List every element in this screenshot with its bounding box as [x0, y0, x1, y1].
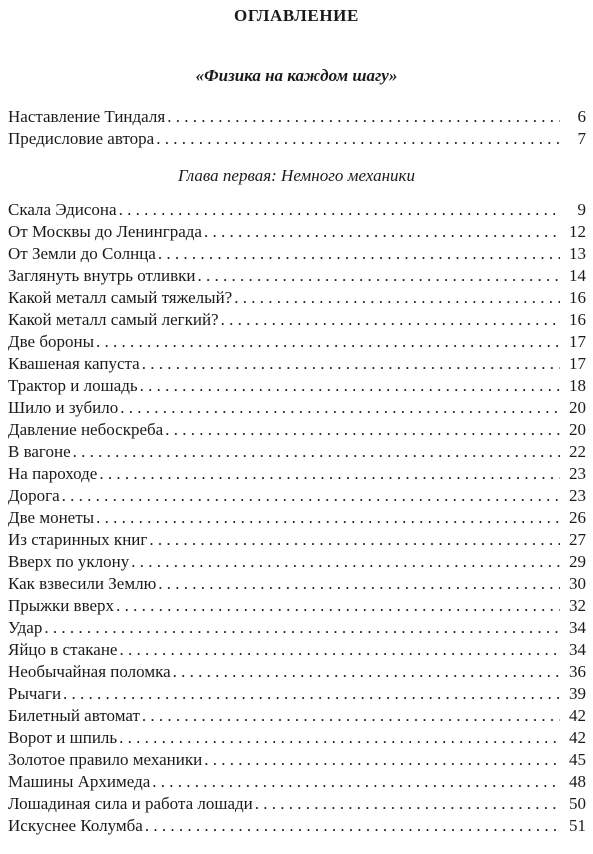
toc-entry	[8, 419, 586, 441]
dot-leader	[142, 705, 560, 727]
toc-entry-page: 16	[569, 288, 586, 307]
toc-entry	[8, 243, 586, 265]
toc-entry	[8, 106, 586, 128]
toc-entry-page: 9	[577, 200, 586, 219]
dot-leader	[221, 309, 560, 331]
toc-entry-title: Прыжки вверх	[8, 596, 115, 615]
toc-entry	[8, 705, 586, 727]
toc-entry	[8, 793, 586, 815]
toc-entry	[8, 265, 586, 287]
toc-entry-title: Золотое правило механики	[8, 750, 203, 769]
toc-entry-title: На пароходе	[8, 464, 98, 483]
book-subheading: «Физика на каждом шагу»	[195, 66, 398, 85]
preface-list	[8, 106, 586, 150]
dot-leader	[73, 441, 560, 463]
toc-entry	[8, 529, 586, 551]
toc-entry-title: Две монеты	[8, 508, 95, 527]
dot-leader	[156, 128, 560, 150]
dot-leader	[119, 199, 560, 221]
dot-leader	[167, 106, 560, 128]
toc-entry	[8, 815, 586, 837]
toc-entry-title: От Земли до Солнца	[8, 244, 156, 263]
toc-entry-page: 12	[569, 222, 586, 241]
toc-entry	[8, 441, 586, 463]
toc-entry	[8, 771, 586, 793]
toc-entry	[8, 353, 586, 375]
toc-entry-title: Лошадиная сила и работа лошади	[8, 794, 253, 813]
dot-leader	[120, 397, 560, 419]
dot-leader	[173, 661, 560, 683]
toc-entry	[8, 331, 586, 353]
toc-entry-page: 26	[569, 508, 586, 527]
toc-entry-title: Машины Архимеда	[8, 772, 151, 791]
toc-entry-page: 39	[569, 684, 586, 703]
toc-entry-page: 34	[569, 618, 586, 637]
toc-entry-page: 7	[577, 129, 586, 148]
toc-entry-page: 48	[569, 772, 586, 791]
dot-leader	[44, 617, 560, 639]
toc-entry-title: Предисловие автора	[8, 129, 155, 148]
dot-leader	[99, 463, 560, 485]
dot-leader	[204, 749, 560, 771]
toc-entry-page: 34	[569, 640, 586, 659]
toc-entry	[8, 661, 586, 683]
toc-entry-title: Из старинных книг	[8, 530, 148, 549]
toc-entry	[8, 683, 586, 705]
toc-entry	[8, 397, 586, 419]
toc-list	[8, 199, 586, 837]
toc-entry	[8, 485, 586, 507]
toc-entry-page: 16	[569, 310, 586, 329]
page-heading: ОГЛАВЛЕНИЕ	[234, 6, 359, 25]
dot-leader	[158, 243, 560, 265]
toc-entry	[8, 551, 586, 573]
toc-entry-page: 30	[569, 574, 586, 593]
toc-entry	[8, 128, 586, 150]
dot-leader	[119, 727, 560, 749]
dot-leader	[63, 683, 560, 705]
toc-entry-page: 6	[577, 107, 586, 126]
toc-entry	[8, 375, 586, 397]
toc-entry-title: Какой металл самый легкий?	[8, 310, 219, 329]
dot-leader	[145, 815, 560, 837]
toc-entry-page: 27	[569, 530, 586, 549]
dot-leader	[96, 507, 560, 529]
toc-entry-title: Две бороны	[8, 332, 94, 351]
toc-entry-page: 32	[569, 596, 586, 615]
toc-entry-page: 50	[569, 794, 586, 813]
toc-entry-title: Билетный автомат	[8, 706, 140, 725]
dot-leader	[116, 595, 560, 617]
dot-leader	[152, 771, 560, 793]
toc-entry-page: 45	[569, 750, 586, 769]
toc-entry-page: 22	[569, 442, 586, 461]
toc-entry-page: 42	[569, 728, 586, 747]
toc-entry-title: Удар	[8, 618, 43, 637]
toc-entry-title: Квашеная капуста	[8, 354, 140, 373]
toc-entry	[8, 617, 586, 639]
toc-entry-title: Ворот и шпиль	[8, 728, 118, 747]
toc-entry-title: Какой металл самый тяжелый?	[8, 288, 233, 307]
toc-entry-title: Рычаги	[8, 684, 62, 703]
toc-entry-title: Яйцо в стакане	[8, 640, 118, 659]
toc-entry-title: Заглянуть внутрь отливки	[8, 266, 196, 285]
toc-entry-title: От Москвы до Ленинграда	[8, 222, 202, 241]
toc-entry-page: 17	[569, 332, 586, 351]
toc-entry-page: 23	[569, 486, 586, 505]
toc-entry	[8, 727, 586, 749]
dot-leader	[165, 419, 560, 441]
toc-entry-title: Вверх по уклону	[8, 552, 130, 571]
dot-leader	[62, 485, 560, 507]
toc-entry-title: Как взвесили Землю	[8, 574, 157, 593]
dot-leader	[140, 375, 560, 397]
toc-entry-page: 20	[569, 398, 586, 417]
toc-entry-page: 23	[569, 464, 586, 483]
toc-entry	[8, 287, 586, 309]
toc-entry-title: Шило и зубило	[8, 398, 119, 417]
toc-entry-page: 42	[569, 706, 586, 725]
toc-entry-page: 20	[569, 420, 586, 439]
toc-entry	[8, 199, 586, 221]
toc-entry-title: Скала Эдисона	[8, 200, 117, 219]
dot-leader	[158, 573, 560, 595]
toc-entry-title: Наставление Тиндаля	[8, 107, 166, 126]
toc-entry-title: Необычайная поломка	[8, 662, 171, 681]
dot-leader	[131, 551, 560, 573]
toc-entry-page: 13	[569, 244, 586, 263]
toc-entry	[8, 463, 586, 485]
toc-entry	[8, 595, 586, 617]
dot-leader	[198, 265, 560, 287]
dot-leader	[119, 639, 560, 661]
toc-entry-title: Искуснее Колумба	[8, 816, 143, 835]
toc-entry	[8, 309, 586, 331]
toc-entry-page: 18	[569, 376, 586, 395]
toc-entry-title: Трактор и лошадь	[8, 376, 138, 395]
toc-entry-title: В вагоне	[8, 442, 71, 461]
toc-entry	[8, 639, 586, 661]
toc-entry-title: Давление небоскреба	[8, 420, 164, 439]
toc-entry-page: 29	[569, 552, 586, 571]
toc-entry-page: 51	[569, 816, 586, 835]
chapter-title: Глава первая: Немного механики	[178, 166, 415, 185]
dot-leader	[142, 353, 560, 375]
toc-entry-page: 14	[569, 266, 586, 285]
toc-entry-page: 17	[569, 354, 586, 373]
toc-entry	[8, 221, 586, 243]
dot-leader	[96, 331, 560, 353]
dot-leader	[234, 287, 560, 309]
toc-entry	[8, 507, 586, 529]
dot-leader	[255, 793, 560, 815]
dot-leader	[149, 529, 560, 551]
toc-entry	[8, 749, 586, 771]
toc-entry-page: 36	[569, 662, 586, 681]
dot-leader	[204, 221, 560, 243]
toc-entry	[8, 573, 586, 595]
toc-entry-title: Дорога	[8, 486, 60, 505]
